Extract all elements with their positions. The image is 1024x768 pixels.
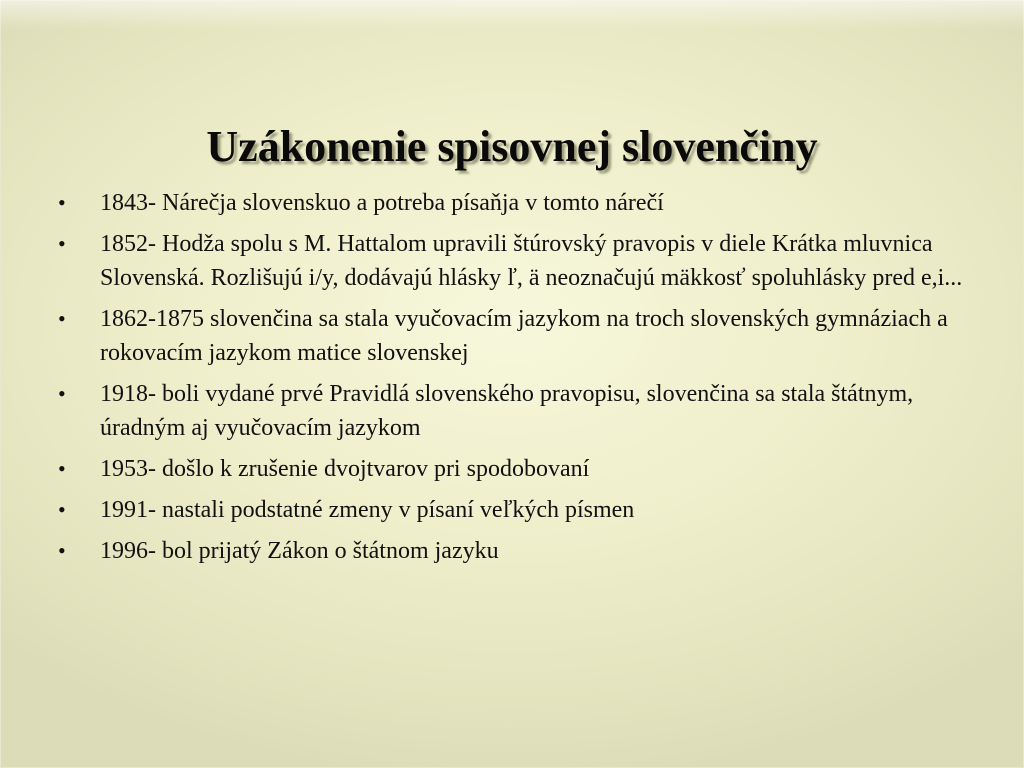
bullet-icon: •: [58, 381, 66, 406]
bullet-icon: •: [58, 456, 66, 481]
bullet-icon: •: [58, 190, 66, 215]
list-item: [58, 534, 968, 568]
list-item: [58, 302, 968, 370]
bullet-text: 1918- boli vydané prvé Pravidlá slovenského pravopisu, slovenčina sa stala štátnym, úradným aj vyučovacím jazykom: [100, 381, 914, 441]
bullet-icon: •: [58, 231, 66, 256]
list-item: [58, 452, 968, 486]
bullet-text: 1996- bol prijatý Zákon o štátnom jazyku: [100, 538, 499, 564]
list-item: [58, 377, 968, 445]
bullet-list: [58, 186, 968, 575]
bullet-text: 1852- Hodža spolu s M. Hattalom upravili štúrovský pravopis v diele Krátka mluvnica Slovenská. Rozlišujú i/y, dodávajú hlásky ľ, ä neoznačujú mäkkosť spoluhlásky pred e,i...: [100, 231, 963, 291]
bullet-text: 1862-1875 slovenčina sa stala vyučovacím jazykom na troch slovenských gymnáziach a rokovacím jazykom matice slovenskej: [100, 306, 948, 366]
bullet-icon: •: [58, 538, 66, 563]
bullet-text: 1843- Nárečja slovenskuo a potreba písaňja v tomto nárečí: [100, 190, 664, 216]
bullet-text: 1991- nastali podstatné zmeny v písaní veľkých písmen: [100, 497, 635, 523]
list-item: [58, 493, 968, 527]
bullet-icon: •: [58, 497, 66, 522]
bullet-icon: •: [58, 306, 66, 331]
list-item: [58, 227, 968, 295]
slide-title: Uzákonenie spisovnej slovenčiny: [206, 122, 818, 171]
bullet-text: 1953- došlo k zrušenie dvojtvarov pri spodobovaní: [100, 456, 590, 482]
list-item: [58, 186, 968, 220]
